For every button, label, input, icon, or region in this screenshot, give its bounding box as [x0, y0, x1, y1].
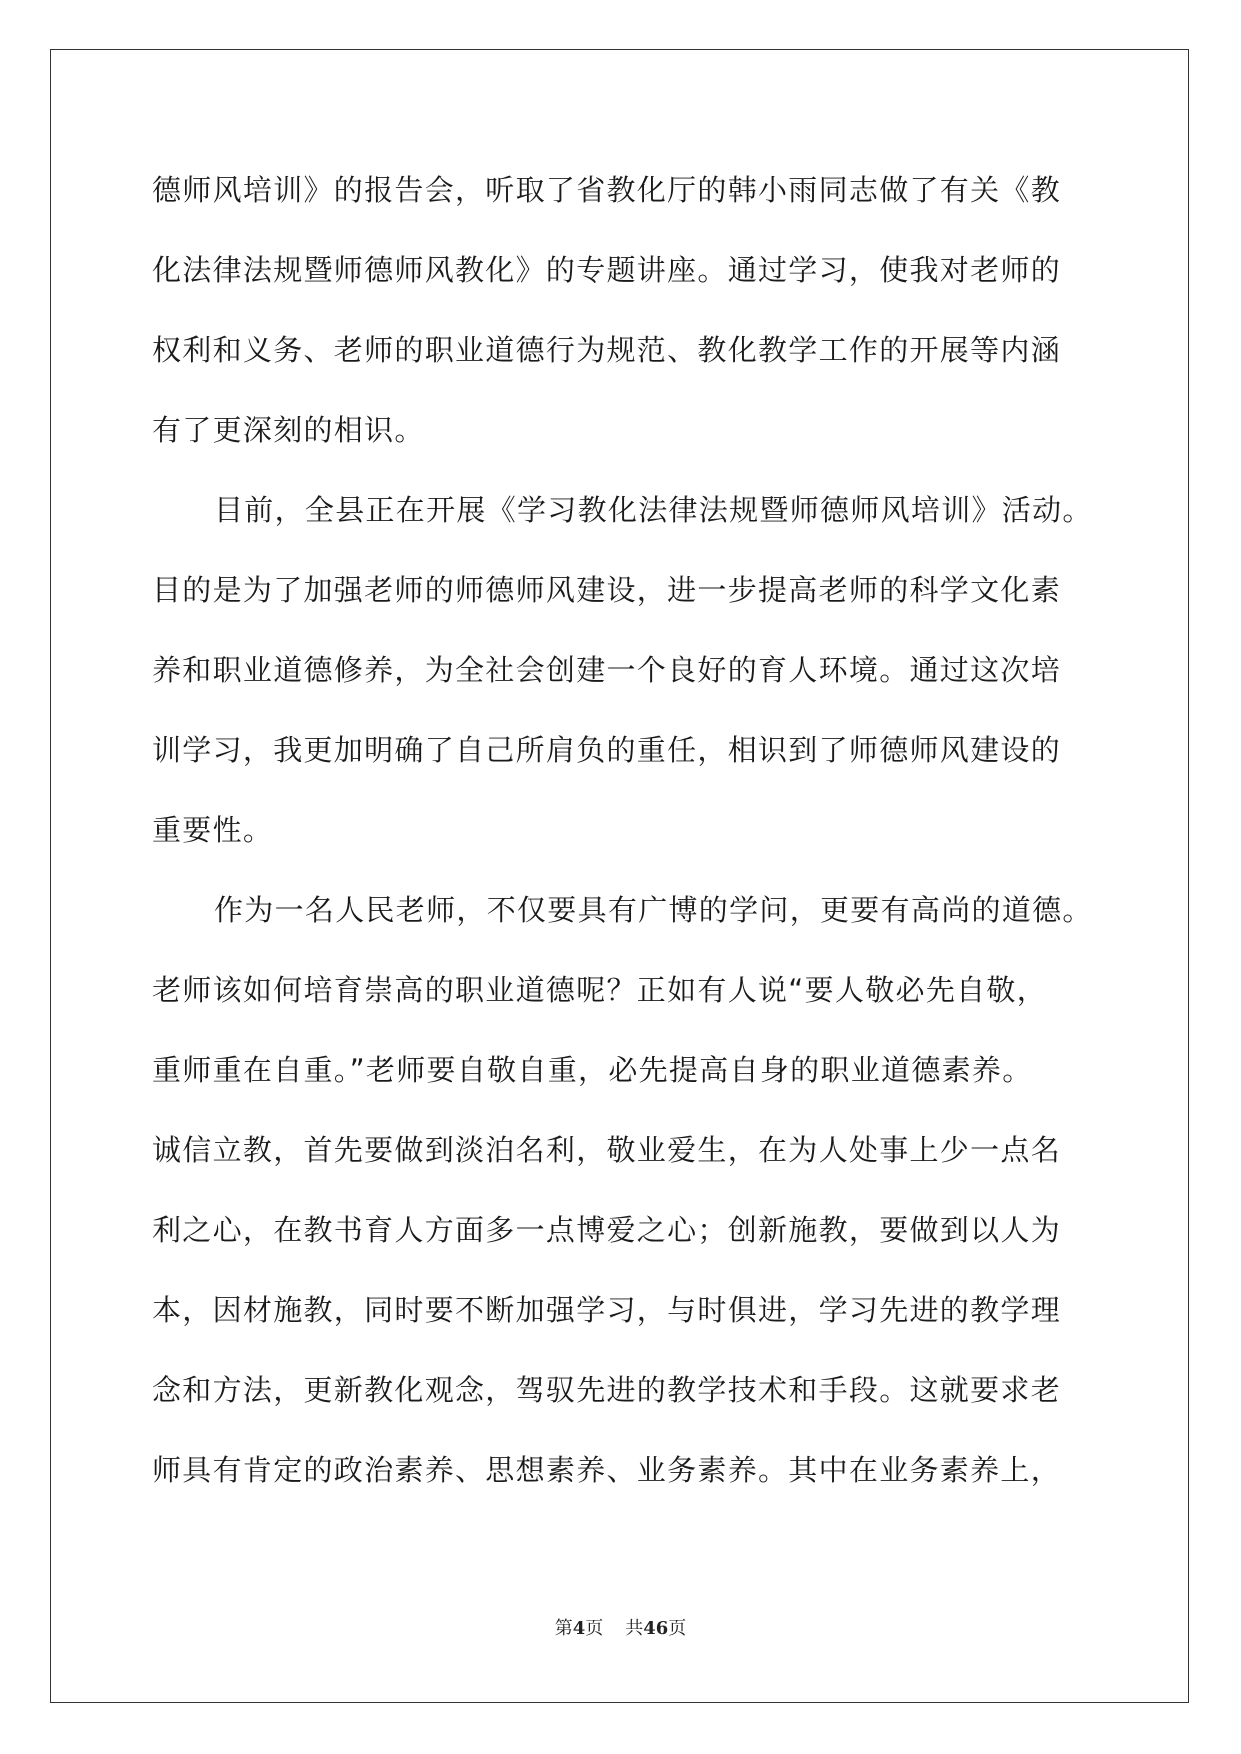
text-line: 养和职业道德修养，为全社会创建一个良好的育人环境。通过这次培: [152, 653, 1062, 687]
text-line: 权利和义务、老师的职业道德行为规范、教化教学工作的开展等内涵: [152, 333, 1062, 367]
text-line: 化法律法规暨师德师风教化》的专题讲座。通过学习，使我对老师的: [152, 253, 1062, 287]
page-footer: [0, 1614, 1241, 1640]
total-suffix: 页: [668, 1618, 687, 1639]
document-body: [152, 160, 1092, 1520]
text-line: 师具有肯定的政治素养、思想素养、业务素养。其中在业务素养上，: [152, 1453, 1062, 1487]
text-line: 念和方法，更新教化观念，驾驭先进的教学技术和手段。这就要求老: [152, 1373, 1062, 1407]
text-line: 重要性。: [152, 813, 274, 847]
text-line: 利之心，在教书育人方面多一点博爱之心；创新施教，要做到以人为: [152, 1213, 1062, 1247]
page-suffix: 页: [585, 1618, 604, 1639]
text-line: 目的是为了加强老师的师德师风建设，进一步提高老师的科学文化素: [152, 573, 1062, 607]
page-prefix: 第: [554, 1618, 573, 1639]
text-line: 训学习，我更加明确了自己所肩负的重任，相识到了师德师风建设的: [152, 733, 1062, 767]
page-number: 4: [572, 1618, 586, 1639]
text-line: 诚信立教，首先要做到淡泊名利，敬业爱生，在为人处事上少一点名: [152, 1133, 1062, 1167]
paragraph-first-line: 目前，全县正在开展《学习教化法律法规暨师德师风培训》活动。: [214, 493, 1093, 527]
total-prefix: 共: [625, 1618, 644, 1639]
text-line: 老师该如何培育崇高的职业道德呢？正如有人说“要人敬必先自敬，: [152, 973, 1048, 1007]
paragraph-first-line: 作为一名人民老师，不仅要具有广博的学问，更要有高尚的道德。: [214, 893, 1093, 927]
text-line: 有了更深刻的相识。: [152, 413, 425, 447]
text-line: 重师重在自重。”老师要自敬自重，必先提高自身的职业道德素养。: [152, 1053, 1033, 1087]
total-pages: 46: [643, 1618, 669, 1639]
text-line: 德师风培训》的报告会，听取了省教化厅的韩小雨同志做了有关《教: [152, 173, 1062, 207]
text-line: 本，因材施教，同时要不断加强学习，与时俱进，学习先进的教学理: [152, 1293, 1062, 1327]
